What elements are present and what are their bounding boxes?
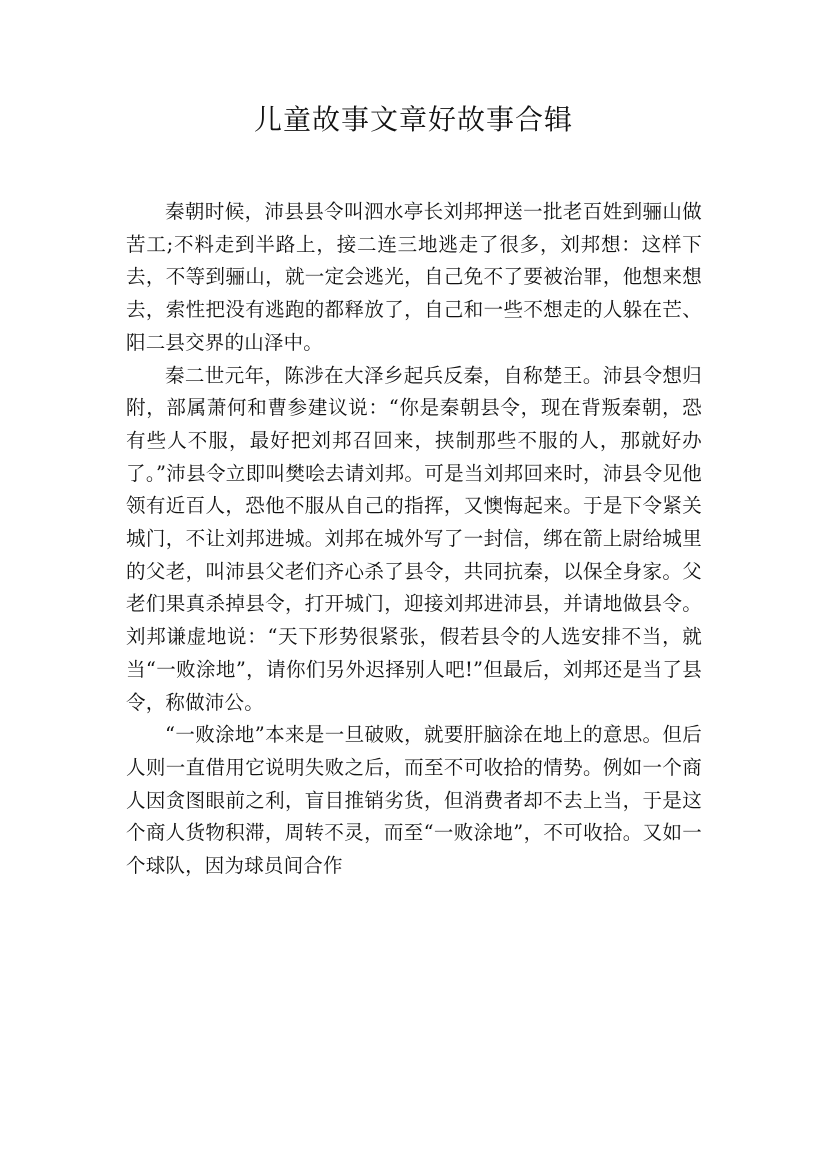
paragraph-2: 秦二世元年，陈涉在大泽乡起兵反秦，自称楚王。沛县令想归附，部属萧何和曹参建议说：“你是秦朝县令，现在背叛秦朝，恐有些人不服，最好把刘邦召回来，挟制那些不服的人，那就好办了。”沛县令立即叫樊哙去请刘邦。可是当刘邦回来时，沛县令见他领有近百人，恐他不服从自己的指挥，又懊悔起来。于是下令紧关城门，不让刘邦进城。刘邦在城外写了一封信，绑在箭上尉给城里的父老，叫沛县父老们齐心杀了县令，共同抗秦，以保全身家。父老们果真杀掉县令，打开城门，迎接刘邦进沛县，并请地做县令。刘邦谦虚地说：“天下形势很紧张，假若县令的人选安排不当，就当“一败涂地”，请你们另外迟择别人吧!”但最后，刘邦还是当了县令，称做沛公。 bbox=[126, 363, 702, 714]
paragraph-1: 秦朝时候，沛县县令叫泗水亭长刘邦押送一批老百姓到骊山做苦工;不料走到半路上，接二连三地逃走了很多，刘邦想：这样下去，不等到骊山，就一定会逃光，自己免不了要被治罪，他想来想去，索性把没有逃跑的都释放了，自己和一些不想走的人躲在芒、阳二县交界的山泽中。 bbox=[126, 200, 702, 354]
document-title: 儿童故事文章好故事合辑 bbox=[253, 103, 573, 136]
document-body bbox=[126, 196, 702, 883]
paragraph-3: “一败涂地”本来是一旦破败，就要肝脑涂在地上的意思。但后人则一直借用它说明失败之后，而至不可收拾的情势。例如一个商人因贪图眼前之利，盲目推销劣货，但消费者却不去上当，于是这个商人货物积滞，周转不灵，而至“一败涂地”，不可收拾。又如一个球队，因为球员间合作 bbox=[126, 723, 702, 878]
